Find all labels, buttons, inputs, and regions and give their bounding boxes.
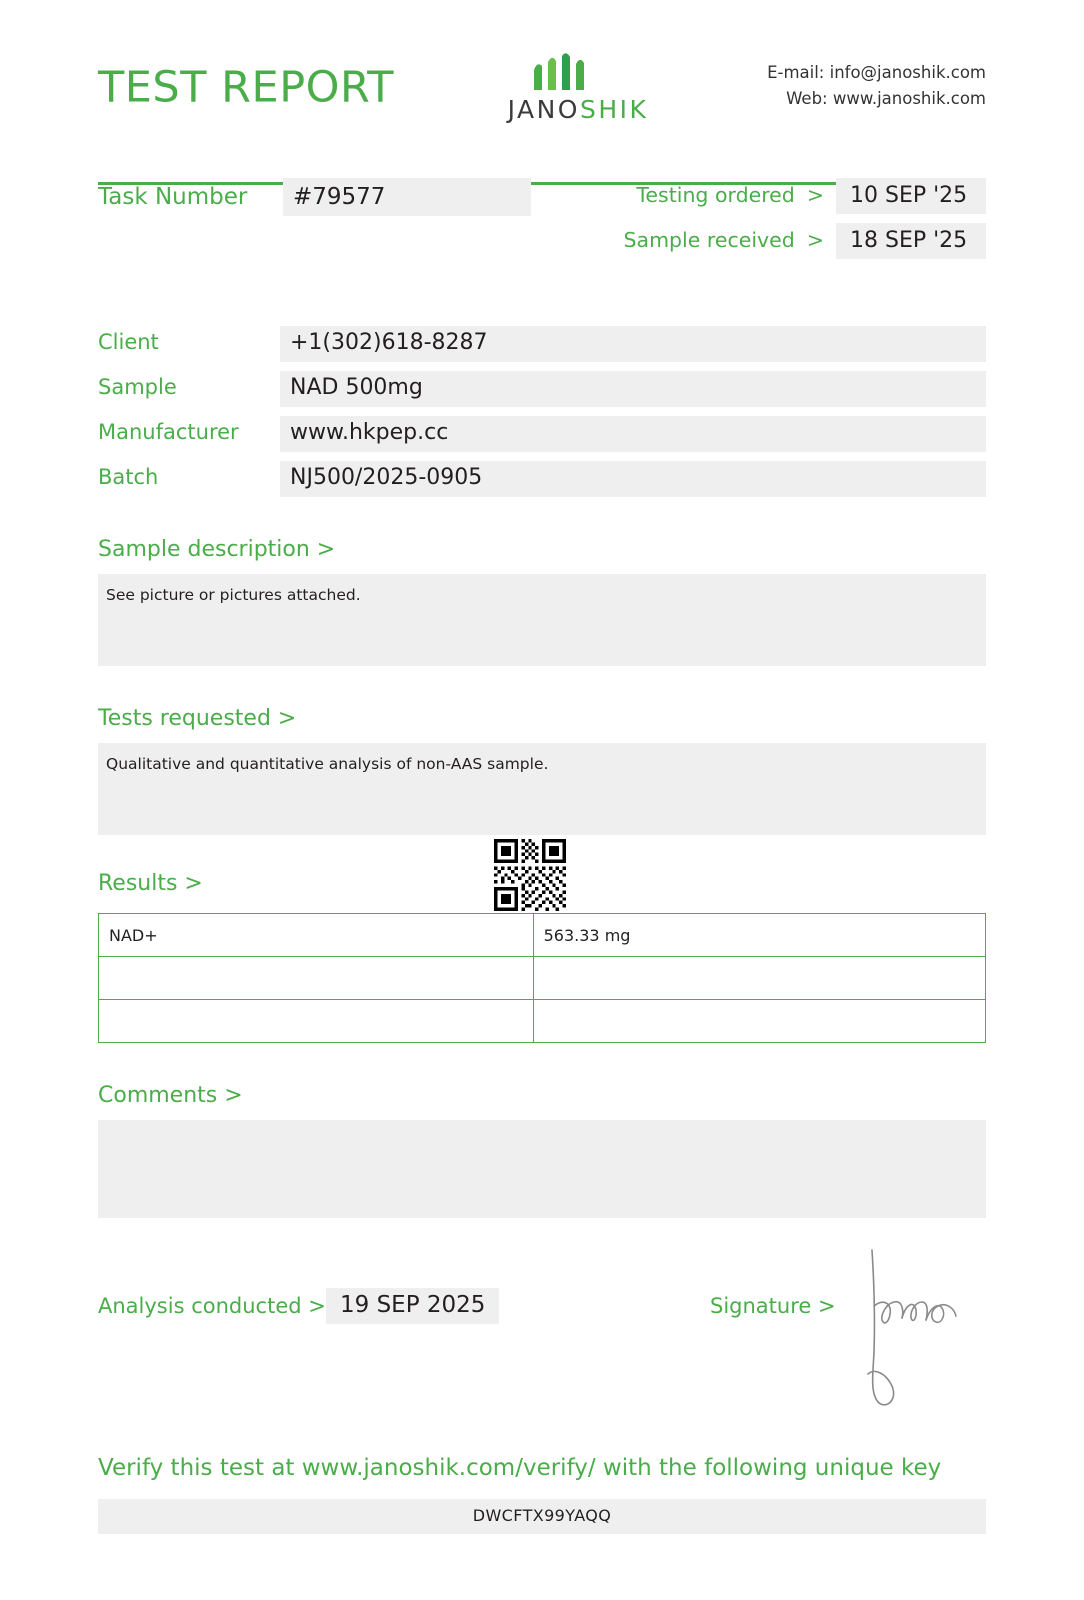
analysis-section	[98, 1288, 986, 1348]
logo-wordmark-green: SHIK	[579, 95, 649, 124]
info-value-manufacturer: www.hkpep.cc	[280, 416, 986, 452]
testing-ordered-arrow: >	[806, 183, 824, 207]
table-row	[99, 1000, 986, 1043]
sample-description-section	[98, 537, 986, 666]
sample-received-arrow: >	[806, 228, 824, 252]
info-label-batch: Batch	[98, 465, 159, 489]
sample-received-label: Sample received	[623, 228, 795, 252]
logo-mark-icon	[463, 52, 693, 92]
sample-description-text: See picture or pictures attached.	[98, 574, 986, 666]
info-label-client: Client	[98, 330, 159, 354]
qr-code-icon	[494, 839, 566, 911]
info-row-batch	[98, 461, 986, 497]
signature-label: Signature >	[710, 1294, 836, 1318]
verify-section	[98, 1455, 986, 1534]
contact-web: Web: www.janoshik.com	[786, 89, 986, 109]
comments-title: Comments >	[98, 1083, 243, 1108]
info-row-client	[98, 326, 986, 362]
dates-block	[516, 178, 986, 268]
sample-description-title: Sample description >	[98, 537, 336, 562]
page-title: TEST REPORT	[98, 62, 395, 113]
testing-ordered-value: 10 SEP '25	[836, 178, 986, 214]
logo-wordmark-dark: JANO	[507, 95, 580, 124]
comments-section	[98, 1083, 986, 1218]
info-value-sample: NAD 500mg	[280, 371, 986, 407]
analysis-conducted-label: Analysis conducted >	[98, 1294, 326, 1318]
info-row-manufacturer	[98, 416, 986, 452]
results-table	[98, 913, 986, 1043]
janoshik-logo	[463, 52, 693, 124]
info-label-sample: Sample	[98, 375, 177, 399]
verify-text: Verify this test at www.janoshik.com/verify/ with the following unique key	[98, 1455, 942, 1481]
analysis-conducted-date: 19 SEP 2025	[326, 1288, 499, 1324]
info-row-sample	[98, 371, 986, 407]
testing-ordered-row	[516, 178, 986, 214]
tests-requested-title: Tests requested >	[98, 706, 297, 731]
info-label-manufacturer: Manufacturer	[98, 420, 239, 444]
info-value-client: +1(302)618-8287	[280, 326, 986, 362]
result-value	[533, 1000, 985, 1043]
result-value	[533, 957, 985, 1000]
sample-received-value: 18 SEP '25	[836, 223, 986, 259]
result-name: NAD+	[99, 914, 534, 957]
table-row	[99, 957, 986, 1000]
result-name	[99, 1000, 534, 1043]
report-header	[98, 0, 986, 150]
contact-email: E-mail: info@janoshik.com	[767, 63, 986, 82]
table-row	[99, 914, 986, 957]
result-name	[99, 957, 534, 1000]
result-value: 563.33 mg	[533, 914, 985, 957]
results-title: Results >	[98, 871, 203, 896]
verify-key: DWCFTX99YAQQ	[98, 1499, 986, 1534]
sample-received-row	[516, 223, 986, 259]
sample-info-block	[98, 326, 986, 497]
results-header	[98, 871, 986, 911]
tests-requested-section	[98, 706, 986, 835]
task-number-label: Task Number	[98, 184, 248, 210]
contact-info	[767, 60, 986, 113]
task-section	[98, 178, 986, 264]
signature-image	[858, 1242, 968, 1412]
tests-requested-text: Qualitative and quantitative analysis of non-AAS sample.	[98, 743, 986, 835]
comments-text	[98, 1120, 986, 1218]
logo-wordmark	[463, 95, 693, 124]
testing-ordered-label: Testing ordered	[636, 183, 795, 207]
task-number-value: #79577	[283, 178, 531, 216]
info-value-batch: NJ500/2025-0905	[280, 461, 986, 497]
